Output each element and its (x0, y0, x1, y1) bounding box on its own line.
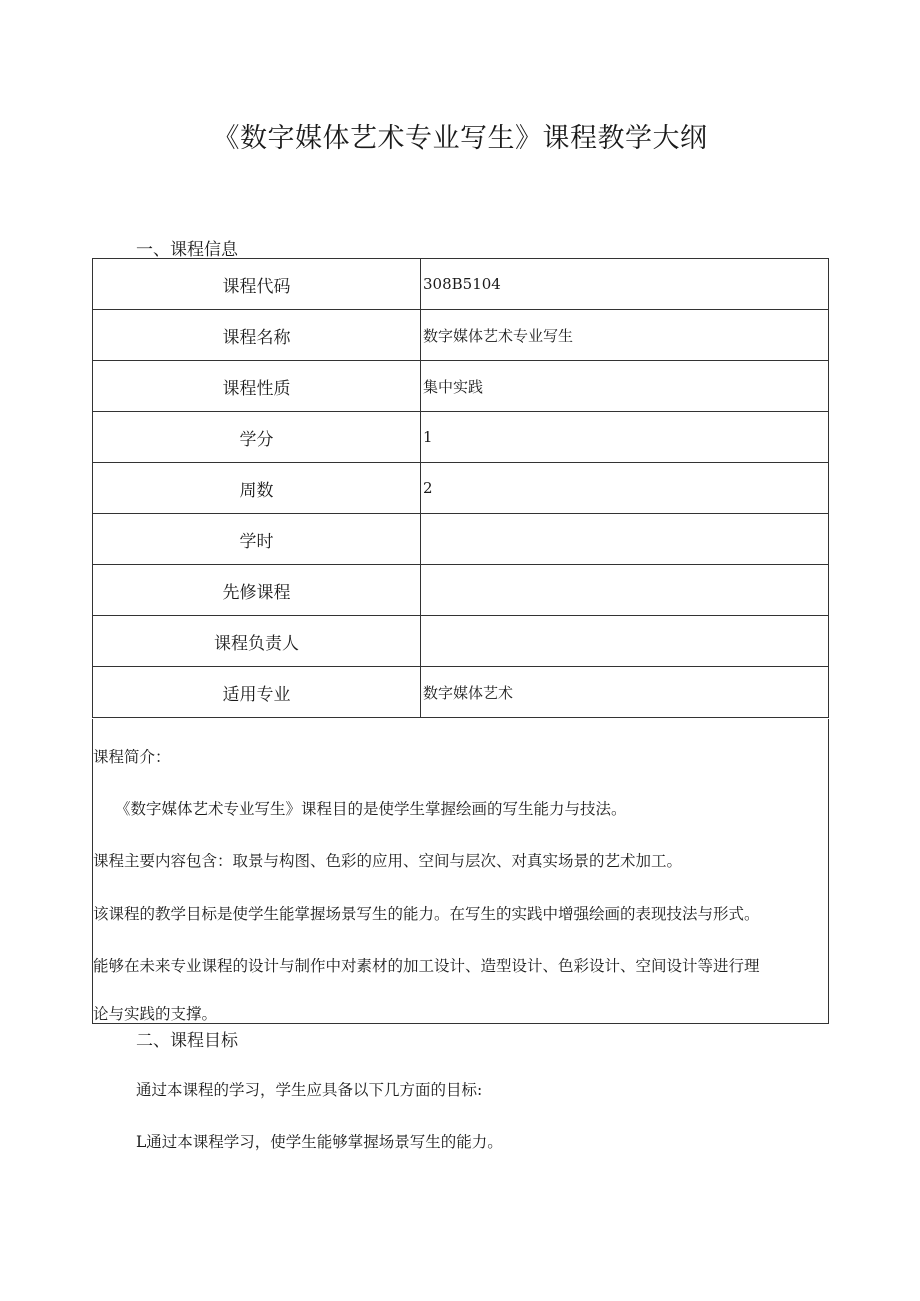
table-row (93, 616, 829, 667)
intro-line: 课程主要内容包含：取景与构图、色彩的应用、空间与层次、对真实场景的艺术加工。 (93, 852, 683, 870)
intro-line: 论与实践的支撑。 (93, 1005, 218, 1023)
row-value (421, 565, 829, 616)
row-label: 课程名称 (93, 310, 421, 361)
document-title: 《数字媒体艺术专业写生》课程教学大纲 (212, 123, 708, 154)
table-row (93, 463, 829, 514)
table-row (93, 565, 829, 616)
row-label: 课程性质 (93, 361, 421, 412)
intro-heading: 课程简介： (93, 748, 171, 766)
row-value: 数字媒体艺术 (421, 667, 829, 718)
row-value: 数字媒体艺术专业写生 (421, 310, 829, 361)
table-row (93, 310, 829, 361)
table-row (93, 259, 829, 310)
row-value: 集中实践 (421, 361, 829, 412)
row-value: 1 (421, 412, 829, 463)
section-heading-course-objectives: 二、课程目标 (136, 1031, 238, 1051)
course-intro-box (92, 719, 829, 1024)
course-info-table (92, 258, 829, 718)
row-label: 周数 (93, 463, 421, 514)
intro-line: 该课程的教学目标是使学生能掌握场景写生的能力。在写生的实践中增强绘画的表现技法与形式。 (93, 905, 760, 923)
row-label: 先修课程 (93, 565, 421, 616)
row-label: 课程代码 (93, 259, 421, 310)
section-heading-course-info: 一、课程信息 (136, 240, 238, 260)
row-label: 学时 (93, 514, 421, 565)
intro-line: 《数字媒体艺术专业写生》课程目的是使学生掌握绘画的写生能力与技法。 (115, 800, 627, 818)
table-row (93, 514, 829, 565)
intro-line: 能够在未来专业课程的设计与制作中对素材的加工设计、造型设计、色彩设计、空间设计等进行理 (93, 957, 760, 975)
table-row (93, 412, 829, 463)
objectives-paragraph: 通过本课程的学习，学生应具备以下几方面的目标: (136, 1081, 483, 1099)
row-value: 308B5104 (421, 259, 829, 310)
row-label: 课程负责人 (93, 616, 421, 667)
row-value (421, 514, 829, 565)
table-row (93, 361, 829, 412)
row-label: 学分 (93, 412, 421, 463)
row-label: 适用专业 (93, 667, 421, 718)
objectives-paragraph: L通过本课程学习，使学生能够掌握场景写生的能力。 (136, 1133, 503, 1151)
row-value: 2 (421, 463, 829, 514)
row-value (421, 616, 829, 667)
table-row (93, 667, 829, 718)
